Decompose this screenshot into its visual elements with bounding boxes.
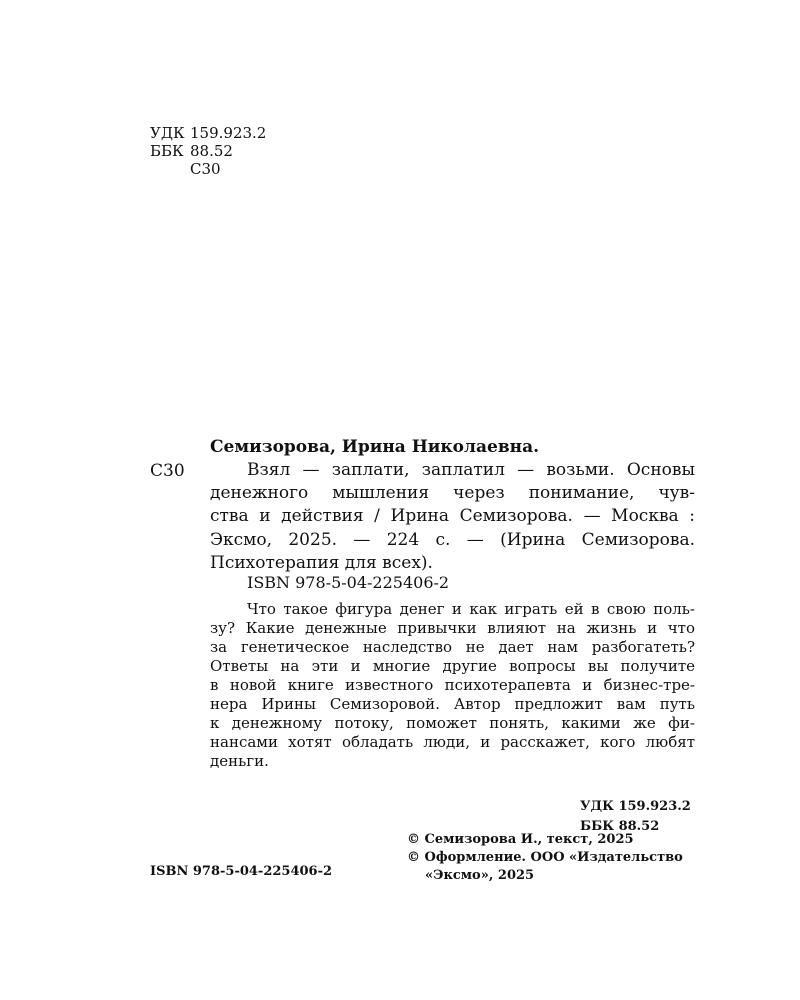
bbk-code: ББК 88.52 [580,819,660,834]
description-line: Психотерапия для всех). [210,552,433,573]
annotation-line: нера Ирины Семизоровой. Автор предложит вам путь [210,695,695,713]
description-line: ства и действия / Ирина Семизорова. — Москва : [210,506,695,527]
udk-value: 159.923.2 [190,124,267,142]
bbk-value: 88.52 [190,142,233,160]
author-sign-side: С30 [150,461,185,481]
annotation-line: деньги. [210,752,269,770]
annotation-line: Ответы на эти и многие другие вопросы вы получите [210,657,695,675]
udk-code: УДК 159.923.2 [580,799,691,814]
annotation-line: Что такое фигура денег и как играть ей в свою поль- [247,600,695,618]
description-line: денежного мышления через понимание, чув- [210,483,695,504]
author-heading: Семизорова, Ирина Николаевна. [210,437,540,457]
bibliographic-description [210,459,695,575]
bbk-label: ББК [150,142,184,160]
annotation-line: в новой книге известного психотерапевта и бизнес-тре- [210,676,695,694]
copyright-notices [407,831,683,885]
isbn-main: ISBN 978-5-04-225406-2 [247,573,450,592]
udk-label: УДК [150,124,185,142]
copyright-design: © Оформление. ООО «Издательство [407,850,683,865]
description-line: Взял — заплати, заплатил — возьми. Основы [247,460,695,480]
annotation-line: нансами хотят обладать люди, и расскажет, кого любят [210,733,695,751]
copyright-design-continued: «Эксмо», 2025 [425,868,535,883]
annotation-line: зу? Какие денежные привычки влияют на жизнь и что [210,619,695,637]
bbk-row [150,142,266,160]
description-line: Эксмо, 2025. — 224 с. — (Ирина Семизорова. [210,529,695,550]
author-sign-top: С30 [190,160,221,178]
annotation [210,600,695,771]
udk-row [150,124,266,142]
classification-codes-top [150,124,266,178]
annotation-line: за генетическое наследство не дает нам разбогатеть? [210,638,695,656]
isbn-bottom: ISBN 978-5-04-225406-2 [150,864,333,879]
annotation-line: к денежному потоку, поможет понять, какими же фи- [210,714,695,732]
copyright-text: © Семизорова И., текст, 2025 [407,832,634,847]
